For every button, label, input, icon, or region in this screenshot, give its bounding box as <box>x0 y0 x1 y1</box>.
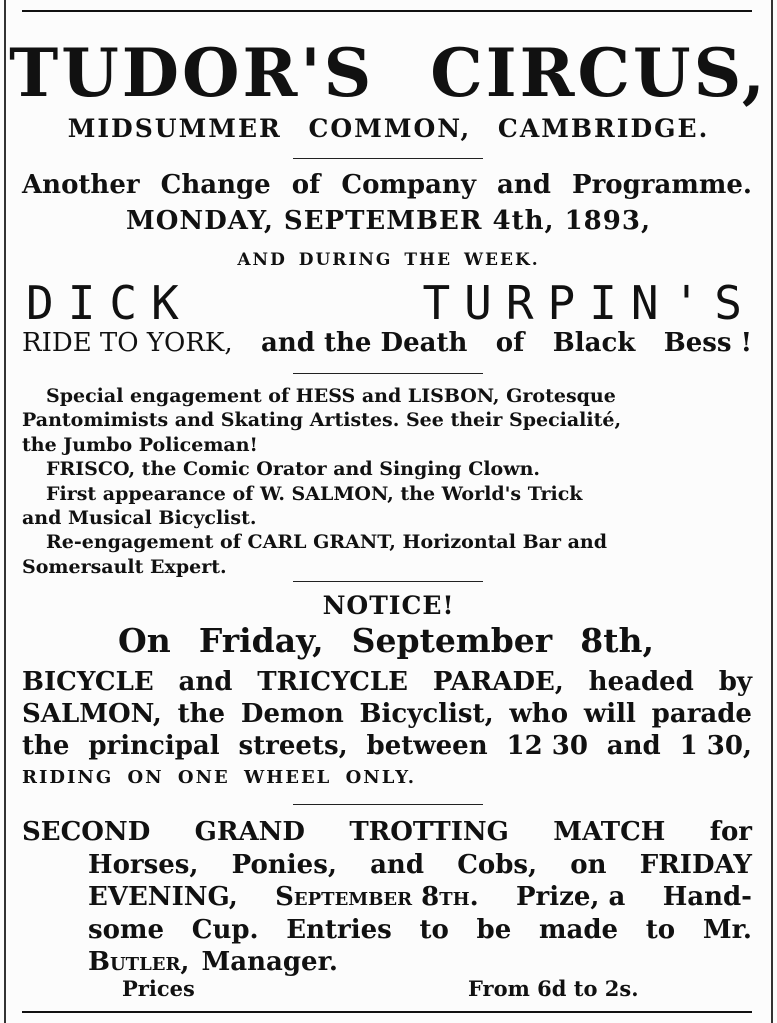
top-rule <box>22 10 752 12</box>
word: FRIDAY <box>639 849 752 880</box>
word: TRICYCLE <box>257 667 409 697</box>
word: Demon <box>240 699 344 729</box>
during-line: AND DURING THE WEEK. <box>237 250 540 270</box>
phrase: of <box>495 328 525 358</box>
circus-title: TUDOR'S CIRCUS, <box>9 34 768 112</box>
word: and <box>497 170 551 200</box>
word: between <box>366 731 488 761</box>
word: SALMON, <box>22 699 162 729</box>
engagement-line: the Jumbo Policeman! <box>22 433 258 456</box>
word: SECOND <box>22 817 151 847</box>
word: September 8th. <box>275 882 479 912</box>
word: Cup. <box>191 914 259 945</box>
word: PARADE, <box>432 667 564 697</box>
friday-date <box>118 621 654 660</box>
engagements-paragraph <box>22 384 752 579</box>
word: principal <box>88 731 220 761</box>
engagement-line: Special engagement of HESS and LISBON, Grotesque <box>46 385 616 407</box>
trotting-row <box>22 881 752 914</box>
trotting-paragraph <box>22 816 752 979</box>
word: Horses, <box>88 849 199 880</box>
word: streets, <box>238 731 348 761</box>
engagement-line: Re-engagement of CARL GRANT, Horizontal Bar and <box>46 531 607 554</box>
word: will <box>583 699 636 729</box>
word: Cobs, <box>457 849 538 880</box>
price-range: From 6d to 2s. <box>468 976 639 1001</box>
word: and <box>606 731 661 761</box>
phrase: RIDE TO YORK, <box>22 328 233 358</box>
word: for <box>709 817 752 847</box>
word: Bicyclist, <box>359 699 494 729</box>
divider-4 <box>293 804 483 805</box>
divider-1 <box>293 158 483 159</box>
manager-name: Butler, <box>88 947 190 977</box>
word: Change <box>160 170 271 200</box>
trotting-row <box>22 914 752 947</box>
word: Manager. <box>201 947 338 977</box>
date-line: MONDAY, SEPTEMBER 4th, 1893, <box>126 206 651 236</box>
word: MATCH <box>553 817 666 847</box>
left-border <box>4 0 6 1023</box>
ride-line <box>22 330 752 356</box>
word: September <box>351 621 553 660</box>
word: 12 30 <box>506 731 588 761</box>
word: Hand- <box>662 882 752 912</box>
word: Programme. <box>572 170 752 200</box>
word: Entries <box>286 914 392 945</box>
word: made <box>538 914 619 945</box>
word: the <box>177 699 226 729</box>
riding-line: RIDING ON ONE WHEEL ONLY. <box>22 767 417 788</box>
word: be <box>476 914 512 945</box>
engagement-line: FRISCO, the Comic Orator and Singing Clown. <box>46 458 541 481</box>
parade-row <box>22 698 752 730</box>
notice-heading: NOTICE! <box>322 591 455 620</box>
right-border <box>771 0 773 1023</box>
word: 1 30, <box>679 731 752 761</box>
divider-3 <box>293 581 483 582</box>
parade-row <box>22 666 752 698</box>
trotting-row <box>22 849 752 882</box>
word: and <box>370 849 425 880</box>
word: Company <box>341 170 476 200</box>
engagement-line: Pantomimists and Skating Artistes. See their Specialité, <box>22 409 622 432</box>
engagement-line: First appearance of W. SALMON, the World's Trick <box>46 482 583 505</box>
word: the <box>22 731 70 761</box>
word: On <box>118 621 171 660</box>
divider-2 <box>293 373 483 374</box>
bottom-rule <box>22 1011 752 1013</box>
parade-paragraph <box>22 666 752 794</box>
prices-label: Prices <box>122 976 195 1001</box>
trotting-row <box>22 816 752 849</box>
word: on <box>570 849 607 880</box>
word: some <box>88 914 165 945</box>
word: BICYCLE <box>22 667 154 697</box>
word: TROTTING <box>349 817 509 847</box>
word: Friday, <box>198 621 324 660</box>
word: and <box>178 667 233 697</box>
word: Prize, a <box>516 882 626 912</box>
phrase: Black <box>552 328 636 358</box>
word: Ponies, <box>231 849 337 880</box>
venue-subtitle: MIDSUMMER COMMON, CAMBRIDGE. <box>67 114 710 143</box>
word: GRAND <box>194 817 305 847</box>
engagement-line: and Musical Bicyclist. <box>22 507 257 530</box>
headline-word: DICK <box>26 276 193 330</box>
word: by <box>718 667 752 697</box>
word: to <box>645 914 676 945</box>
word: EVENING, <box>88 882 238 912</box>
headline-word: TURPIN'S <box>422 276 756 330</box>
word: Mr. <box>702 914 752 945</box>
word: of <box>291 170 321 200</box>
word: who <box>509 699 569 729</box>
change-line <box>22 172 752 198</box>
word: 8th, <box>580 621 654 660</box>
trotting-row <box>22 946 752 979</box>
word: Another <box>22 170 140 200</box>
parade-row <box>22 730 752 762</box>
phrase: Bess ! <box>663 328 752 358</box>
headline <box>26 276 756 330</box>
phrase: and the Death <box>261 328 468 358</box>
word: to <box>419 914 449 945</box>
engagement-line: Somersault Expert. <box>22 555 227 578</box>
word: headed <box>588 667 694 697</box>
word: parade <box>651 699 752 729</box>
